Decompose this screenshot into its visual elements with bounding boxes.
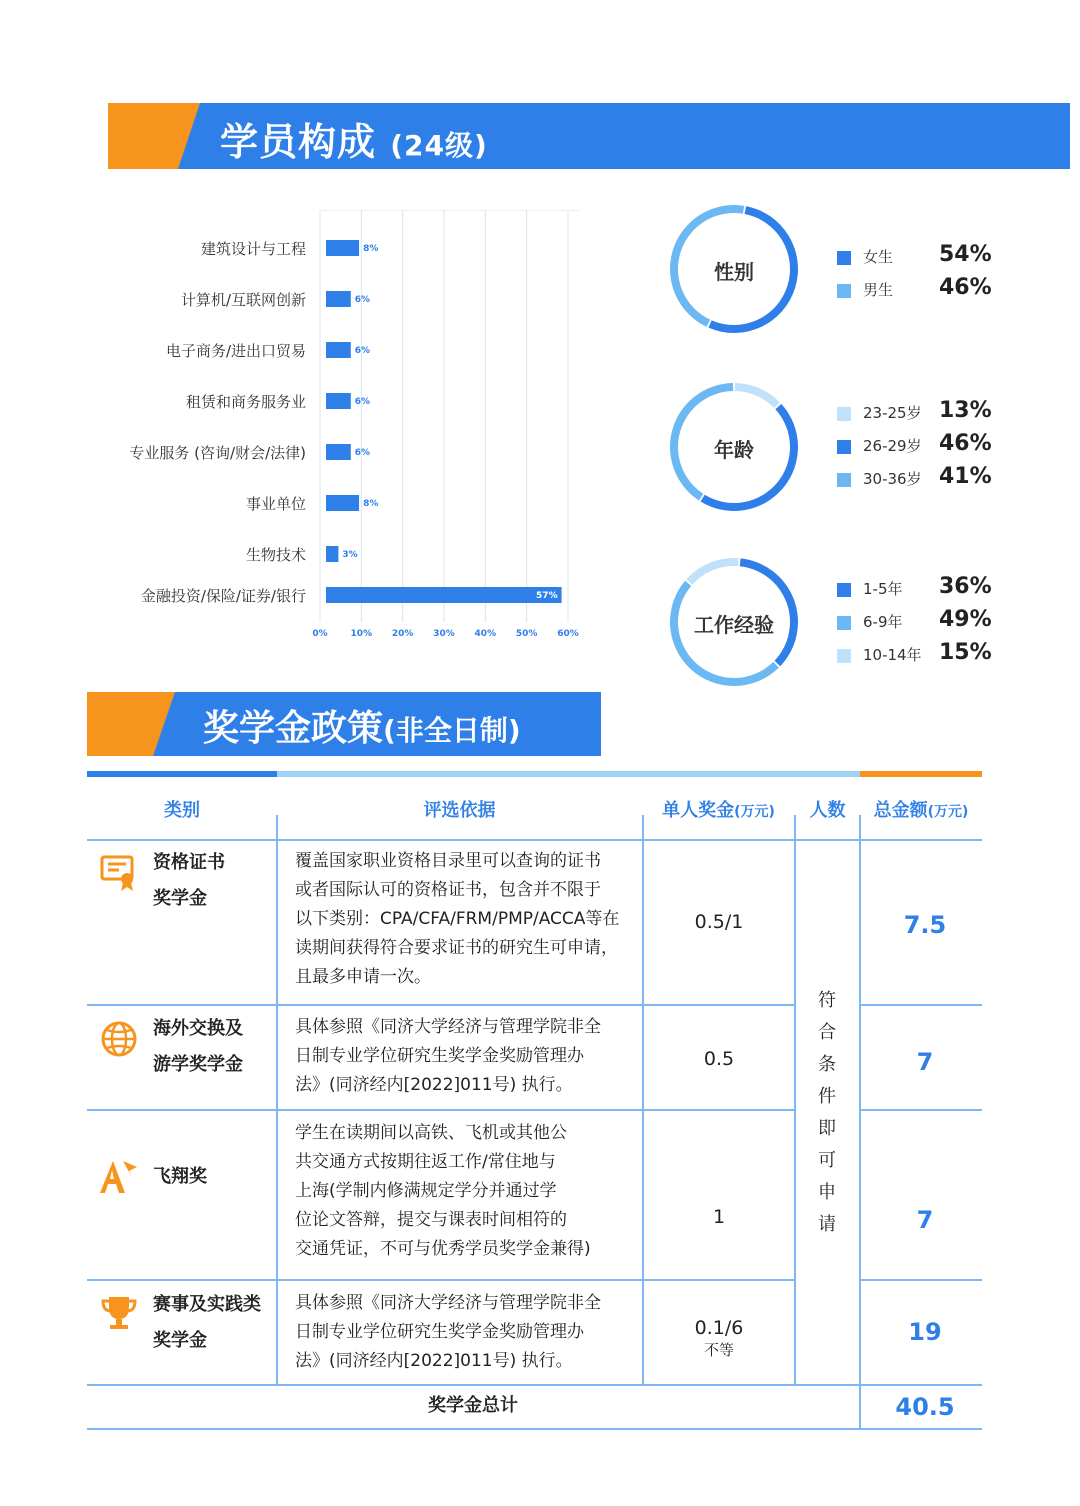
column-divider [859,815,861,1430]
column-divider [794,815,796,1385]
count-merged-char: 申 [818,1182,836,1203]
criteria-line: 学生在读期间以高铁、飞机或其他公 [295,1123,567,1143]
header-criteria: 评选依据 [423,800,496,821]
bar-category-label: 建筑设计与工程 [200,240,306,258]
count-merged-char: 请 [818,1214,836,1235]
row-name-line: 海外交换及 [153,1018,243,1039]
row-total: 7.5 [903,911,947,939]
legend-label: 23-25岁 [863,404,922,422]
criteria-line: 日制专业学位研究生奖学金奖励管理办 [295,1046,584,1066]
row-amount [644,911,794,933]
row-divider [87,1109,795,1111]
legend-item [837,576,997,606]
certificate-icon [99,853,139,893]
legend-swatch [837,616,851,630]
row-divider [87,1004,795,1006]
bar [326,291,351,307]
row-amount [644,1048,794,1070]
x-tick-label: 10% [350,629,373,639]
row-criteria [295,1013,635,1100]
x-tick-label: 0% [312,629,328,639]
legend-value: 36% [939,574,992,599]
count-merged-char: 件 [818,1086,836,1107]
header-amount-text: 单人奖金 [662,800,735,821]
row-name [153,1011,243,1083]
bar-value-label: 3% [342,550,358,560]
bar-value-label: 6% [354,448,371,458]
criteria-line: 法》(同济经内[2022]011号) 执行。 [295,1351,573,1371]
legend-value: 46% [939,431,992,456]
section-banner-scholarship [87,692,601,756]
donut-slice [735,383,780,408]
header-amount [642,785,795,837]
legend-item [837,466,997,496]
criteria-line: 且最多申请一次。 [295,967,431,987]
age-donut-label: 年龄 [714,438,754,462]
legend-swatch [837,473,851,487]
row-amount-value: 1 [712,1206,726,1228]
row-name-line: 奖学金 [153,888,207,909]
row-name-line: 游学奖学金 [153,1054,243,1075]
legend-label: 10-14年 [863,646,922,664]
section-banner-composition [108,103,1070,169]
bar-category-label: 电子商务/进出口贸易 [165,342,306,360]
legend-swatch [837,583,851,597]
row-total: 7 [916,1048,934,1076]
header-amount-unit: (万元) [734,804,775,820]
legend-swatch [837,251,851,265]
section-title [203,700,521,751]
bar [326,240,359,256]
bar [326,546,338,562]
legend-value: 49% [939,607,992,632]
row-total: 19 [908,1318,942,1346]
criteria-line: 日制专业学位研究生奖学金奖励管理办 [295,1322,584,1342]
row-divider [860,1004,982,1006]
row-amount [644,1317,794,1360]
experience-donut-label: 工作经验 [694,613,774,637]
legend-label: 26-29岁 [863,437,922,455]
bar-value-label: 6% [354,397,371,407]
x-tick-label: 50% [515,629,538,639]
legend-swatch [837,407,851,421]
legend-swatch [837,649,851,663]
x-tick-label: 20% [391,629,414,639]
section-title-text: 学员构成 [220,120,377,164]
bar-category-label: 事业单位 [245,495,306,513]
count-merged-char: 即 [818,1118,836,1139]
row-divider [87,1279,795,1281]
row-total: 7 [916,1206,934,1234]
count-merged-char: 条 [818,1054,836,1075]
legend-value: 46% [939,275,992,300]
section-title [220,111,488,166]
row-amount-value: 0.1/6 [694,1317,744,1339]
criteria-line: 或者国际认可的资格证书，包含并不限于 [295,880,601,900]
criteria-line: 上海(学制内修满规定学分并通过学 [295,1181,557,1201]
criteria-line: 以下类别：CPA/CFA/FRM/PMP/ACCA等在 [295,909,620,929]
header-total-text: 总金额 [873,800,928,821]
criteria-line: 具体参照《同济大学经济与管理学院非全 [295,1293,601,1313]
row-amount-value: 0.5/1 [694,911,744,933]
header-category: 类别 [164,800,200,821]
bar [326,495,359,511]
trophy-icon [99,1293,139,1333]
scholarship-table [87,785,982,1430]
row-divider [860,1109,982,1111]
legend-value: 54% [939,242,992,267]
bar-category-label: 生物技术 [245,546,306,564]
criteria-line: 位论文答辩，提交与课表时间相符的 [295,1210,567,1230]
bar [326,393,351,409]
row-criteria [295,1289,635,1376]
legend-label: 男生 [863,281,894,299]
row-divider [87,839,982,841]
header-total [860,785,982,837]
table-top-bar-blue [87,771,277,777]
row-name [153,845,225,917]
row-divider [860,1279,982,1281]
gender-donut-label: 性别 [714,260,754,284]
legend-item [837,433,997,463]
section-subtitle: (非全日制) [383,714,521,747]
legend-swatch [837,440,851,454]
criteria-line: 共交通方式按期往返工作/常住地与 [295,1152,556,1172]
bar-category-label: 计算机/互联网创新 [180,291,306,309]
row-name-line: 资格证书 [153,852,225,873]
industry-bar-chart [100,210,590,640]
row-amount-value: 0.5 [703,1048,735,1070]
legend-label: 6-9年 [863,613,903,631]
legend-item [837,609,997,639]
row-name-line: 赛事及实践类 [153,1294,261,1315]
header-count: 人数 [809,800,846,821]
bar-value-label: 6% [354,295,371,305]
count-merged-text [815,985,839,1241]
bar-category-label: 金融投资/保险/证券/银行 [140,587,306,605]
table-top-bar-light [277,771,860,777]
bar-value-label: 8% [363,499,379,509]
header-total-unit: (万元) [927,804,969,820]
legend-value: 13% [939,398,992,423]
legend-item [837,642,997,672]
bar-category-label: 租赁和商务服务业 [185,393,306,411]
bar-category-label: 专业服务 (咨询/财会/法律) [129,444,306,462]
legend-value: 15% [939,640,992,665]
row-criteria [295,847,635,992]
x-tick-label: 60% [557,629,579,639]
legend-item [837,277,997,307]
legend-item [837,400,997,430]
bar-value-label: 6% [354,346,371,356]
legend-swatch [837,284,851,298]
x-tick-label: 30% [433,629,455,639]
criteria-line: 读期间获得符合要求证书的研究生可申请， [295,938,618,958]
x-tick-label: 40% [474,629,497,639]
footer-total: 40.5 [895,1393,955,1421]
count-merged-char: 可 [818,1150,836,1171]
row-criteria [295,1119,635,1264]
count-merged-char: 符 [818,990,836,1011]
column-divider [642,815,644,1385]
row-name-line: 飞翔奖 [153,1166,207,1187]
bar [326,444,351,460]
row-amount-note: 不等 [703,1341,734,1359]
section-title-text: 奖学金政策 [203,708,384,749]
legend-label: 30-36岁 [863,470,922,488]
row-amount [644,1206,794,1228]
criteria-line: 法》(同济经内[2022]011号) 执行。 [295,1075,573,1095]
bar-value-label: 57% [536,591,558,601]
bar [326,342,351,358]
section-subtitle: (24级) [390,129,488,162]
row-divider [87,1428,982,1430]
table-top-bar-orange [860,771,982,777]
row-name [153,1287,261,1359]
legend-label: 1-5年 [863,580,903,598]
donut-slice [686,558,738,585]
count-merged-char: 合 [818,1022,836,1043]
row-name-line: 奖学金 [153,1330,207,1351]
row-name [153,1159,207,1195]
column-divider [276,815,278,1385]
criteria-line: 交通凭证，不可与优秀学员奖学金兼得) [295,1239,591,1259]
bar [326,587,562,603]
criteria-line: 具体参照《同济大学经济与管理学院非全 [295,1017,601,1037]
footer-label: 奖学金总计 [428,1395,518,1416]
legend-label: 女生 [863,248,894,266]
legend-value: 41% [939,464,992,489]
bar-value-label: 8% [363,244,379,254]
legend-item [837,244,997,274]
criteria-line: 覆盖国家职业资格目录里可以查询的证书 [295,851,601,871]
globe-icon [99,1019,139,1059]
soaring-icon [99,1157,139,1197]
